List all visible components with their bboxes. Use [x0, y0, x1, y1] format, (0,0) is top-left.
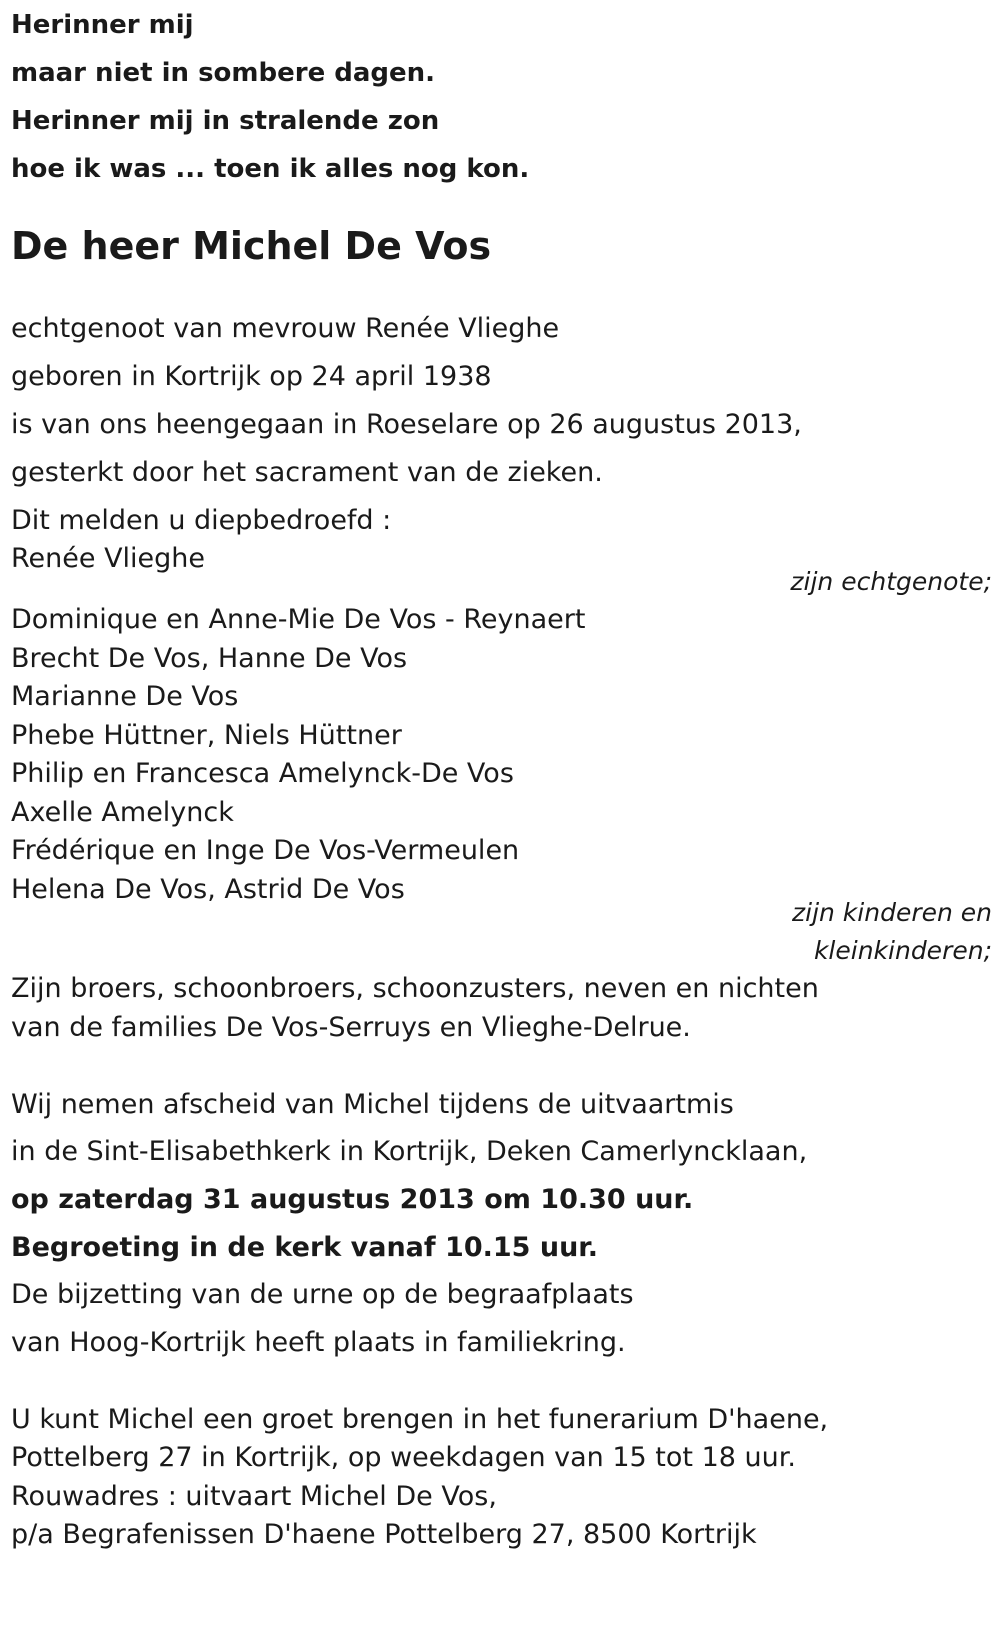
intro-line: gesterkt door het sacrament van de zieken.: [11, 457, 603, 488]
poem-line: hoe ik was ... toen ik alles nog kon.: [11, 154, 530, 184]
family-line: van de families De Vos-Serruys en Vlieghe-Delrue.: [11, 1012, 691, 1043]
child-line: Helena De Vos, Astrid De Vos: [11, 874, 405, 905]
ceremony-greeting: Begroeting in de kerk vanaf 10.15 uur.: [11, 1232, 599, 1263]
ceremony-line: in de Sint-Elisabethkerk in Kortrijk, Deken Camerlyncklaan,: [11, 1136, 808, 1167]
spouse-name: Renée Vlieghe: [11, 543, 206, 574]
burial-line: De bijzetting van de urne op de begraafplaats: [11, 1279, 634, 1310]
visit-line: U kunt Michel een groet brengen in het funerarium D'haene,: [11, 1404, 829, 1435]
deceased-name: De heer Michel De Vos: [11, 224, 492, 268]
intro-line: echtgenoot van mevrouw Renée Vlieghe: [11, 313, 560, 344]
announcement: Dit melden u diepbedroefd :: [11, 505, 392, 536]
children-relation: zijn kinderen en: [792, 898, 992, 927]
child-line: Brecht De Vos, Hanne De Vos: [11, 643, 408, 674]
child-line: Dominique en Anne-Mie De Vos - Reynaert: [11, 604, 586, 635]
child-line: Axelle Amelynck: [11, 797, 234, 828]
burial-line: van Hoog-Kortrijk heeft plaats in familiekring.: [11, 1327, 626, 1358]
visit-line: p/a Begrafenissen D'haene Pottelberg 27, 8500 Kortrijk: [11, 1519, 757, 1550]
intro-line: is van ons heengegaan in Roeselare op 26 augustus 2013,: [11, 409, 802, 440]
ceremony-line: Wij nemen afscheid van Michel tijdens de uitvaartmis: [11, 1089, 734, 1120]
visit-line: Pottelberg 27 in Kortrijk, op weekdagen van 15 tot 18 uur.: [11, 1442, 796, 1473]
poem-line: Herinner mij: [11, 10, 194, 40]
poem-line: maar niet in sombere dagen.: [11, 58, 436, 88]
child-line: Marianne De Vos: [11, 681, 239, 712]
ceremony-datetime: op zaterdag 31 augustus 2013 om 10.30 uur.: [11, 1184, 694, 1215]
children-relation: kleinkinderen;: [813, 936, 992, 965]
visit-line: Rouwadres : uitvaart Michel De Vos,: [11, 1481, 497, 1512]
intro-line: geboren in Kortrijk op 24 april 1938: [11, 361, 492, 392]
family-line: Zijn broers, schoonbroers, schoonzusters, neven en nichten: [11, 973, 819, 1004]
child-line: Phebe Hüttner, Niels Hüttner: [11, 720, 402, 751]
child-line: Philip en Francesca Amelynck-De Vos: [11, 758, 514, 789]
child-line: Frédérique en Inge De Vos-Vermeulen: [11, 835, 520, 866]
poem-line: Herinner mij in stralende zon: [11, 106, 440, 136]
spouse-relation: zijn echtgenote;: [790, 567, 992, 596]
